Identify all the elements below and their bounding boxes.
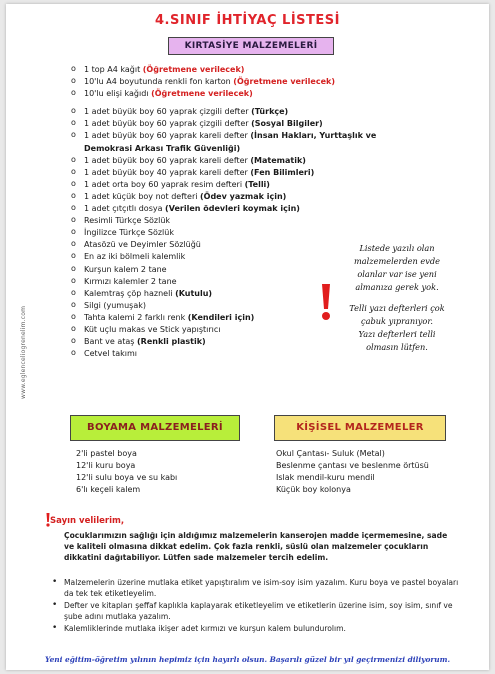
list-item: Küçük boy kolonya [276, 485, 351, 494]
notice-greeting: Sayın velilerim, [50, 516, 125, 526]
list-item: o 1 adet orta boy 60 yaprak resim defteri (Telli) [68, 179, 388, 191]
list-item: • Malzemelerin üzerine mutlaka etiket yapıştıralım ve isim-soy isim yazalım. Kuru boya ve pastel boyaları da tek tek etiketleyelim. [50, 577, 462, 599]
list-item: o 1 adet büyük boy 60 yaprak kareli defter (İnsan Hakları, Yurttaşlık ve Demokrasi Arkası Trafik Güvenliği) [68, 130, 413, 154]
kirtasiye-heading: KIRTASİYE MALZEMELERİ [168, 37, 334, 55]
list-item: • Kalemliklerinde mutlaka ikişer adet kırmızı ve kurşun kalem bulundurolım. [50, 623, 462, 634]
kisisel-heading: KİŞİSEL MALZEMELER [274, 415, 446, 441]
footer-message: Yeni eğitim-öğretim yılının hepimiz için hayırlı olsun. Başarılı güzel bir yıl geçirmenizi diliyorum. [44, 655, 451, 664]
list-item: o Atasözü ve Deyimler Sözlüğü [68, 239, 388, 251]
side-note-line-1: Listede yazılı olan malzemelerden evde olanlar var ise yeni almanıza gerek yok. [354, 243, 440, 292]
notice-paragraph: Çocuklarımızın sağlığı için aldığımız malzemelerin kanserojen madde içermemesine, sade ve kaliteli olmasına dikkat edelim. Çok fazla renkli, süslü olan malzemeler çocukların dikkatini dağıtabiliyor. Lütfen sade malzemeler tercih edelim. [64, 531, 448, 563]
list-item: 12'li kuru boya [76, 461, 136, 470]
list-item: Beslenme çantası ve beslenme örtüsü [276, 461, 429, 470]
list-item: o 1 adet büyük boy 60 yaprak çizgili defter (Sosyal Bilgiler) [68, 118, 388, 130]
list-item: o 10'lu elişi kağıdı (Öğretmene verilecek) [68, 88, 388, 100]
list-item: o 10'lu A4 boyutunda renkli fon karton (Öğretmene verilecek) [68, 76, 388, 88]
list-item: o Tahta kalemi 2 farklı renk (Kendileri için) [68, 312, 388, 324]
notice-bullets [50, 577, 462, 635]
document-page [6, 4, 489, 670]
kisisel-list [276, 448, 429, 496]
list-item: o Silgi (yumuşak) [68, 300, 388, 312]
list-item: o Cetvel takımı [68, 348, 388, 360]
list-item: o Bant ve ataş (Renkli plastik) [68, 336, 388, 348]
boyama-heading: BOYAMA MALZEMELERİ [70, 415, 240, 441]
list-item: Okul Çantası- Suluk (Metal) [276, 449, 385, 458]
side-note [342, 242, 452, 354]
list-item: o Resimli Türkçe Sözlük [68, 215, 388, 227]
list-item: 6'lı keçeli kalem [76, 485, 141, 494]
list-item: o 1 adet çıtçıtlı dosya (Verilen ödevleri koymak için) [68, 203, 388, 215]
side-note-line-2: Telli yazı defterleri çok çabuk yıpranıyor. [349, 303, 445, 326]
list-item: o 1 adet küçük boy not defteri (Ödev yazmak için) [68, 191, 388, 203]
list-item: o 1 top A4 kağıt (Öğretmene verilecek) [68, 64, 388, 76]
boyama-list [76, 448, 177, 496]
list-item: o 1 adet büyük boy 60 yaprak kareli defter (Matematik) [68, 155, 388, 167]
list-item: o 1 adet büyük boy 60 yaprak çizgili defter (Türkçe) [68, 106, 388, 118]
side-note-line-3: Yazı defterleri telli olmasın lütfen. [358, 329, 436, 352]
list-item: o Küt uçlu makas ve Stick yapıştırıcı [68, 324, 388, 336]
list-item: o Kalemtraş çöp hazneli (Kutulu) [68, 288, 388, 300]
list-item: o 1 adet büyük boy 40 yaprak kareli defter (Fen Bilimleri) [68, 167, 388, 179]
list-item: 12'li sulu boya ve su kabı [76, 473, 178, 482]
list-item: 2'li pastel boya [76, 449, 137, 458]
list-item: Islak mendil-kuru mendil [276, 473, 375, 482]
side-url: www.eglenceliogrenelim.com [20, 305, 27, 399]
list-item: o İngilizce Türkçe Sözlük [68, 227, 388, 239]
list-item: o Kırmızı kalemler 2 tane [68, 276, 388, 288]
page-title: 4.SINIF İHTİYAÇ LİSTESİ [155, 13, 340, 28]
exclamation-icon [318, 282, 334, 322]
list-item: o En az iki bölmeli kalemlik [68, 251, 388, 263]
list-item: • Defter ve kitapları şeffaf kaplıkla kaplayarak etiketleyelim ve etiketlerin üzerine isim, soy isim, sınıf ve şube adını mutlaka yazalım. [50, 600, 462, 622]
kirtasiye-list [68, 64, 388, 360]
list-item: o Kurşun kalem 2 tane [68, 264, 388, 276]
